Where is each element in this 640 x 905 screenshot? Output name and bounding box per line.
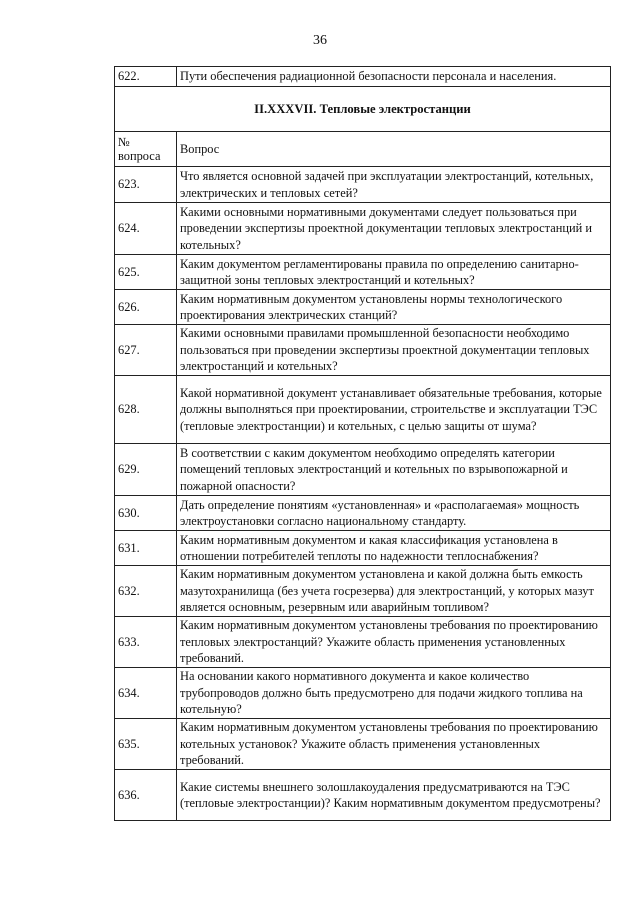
question-text: Какие системы внешнего золошлакоудаления предусматриваются на ТЭС (тепловые электростанции)? Каким нормативным документом предусмотрены? bbox=[177, 770, 611, 821]
question-text: Какими основными нормативными документами следует пользоваться при проведении экспертизы проектной документации тепловых электростанций и котельных? bbox=[177, 203, 611, 255]
table-row bbox=[115, 566, 611, 617]
question-text: Дать определение понятиям «установленная» и «располагаемая» мощность электроустановки согласно национальному стандарту. bbox=[177, 496, 611, 531]
questions-table bbox=[114, 66, 611, 821]
header-row bbox=[115, 132, 611, 167]
question-number: 629. bbox=[115, 444, 177, 496]
table-row bbox=[115, 719, 611, 770]
question-number: 628. bbox=[115, 376, 177, 444]
question-text: Какой нормативной документ устанавливает обязательные требования, которые должны выполняться при проектировании, строительстве и эксплуатации ТЭС (тепловые электростанции) и котельных, с целью защиты от шума? bbox=[177, 376, 611, 444]
table-row bbox=[115, 531, 611, 566]
column-header-number bbox=[115, 132, 177, 167]
question-text: Каким нормативным документом установлены требования по проектированию тепловых электростанций? Укажите область применения установленных требований. bbox=[177, 617, 611, 668]
question-number: 623. bbox=[115, 167, 177, 203]
question-number: 625. bbox=[115, 255, 177, 290]
question-text: Каким нормативным документом установлены нормы технологического проектирования электрических станций? bbox=[177, 290, 611, 325]
question-number: 624. bbox=[115, 203, 177, 255]
page-number: 36 bbox=[313, 33, 327, 48]
table-row bbox=[115, 770, 611, 821]
table-row bbox=[115, 290, 611, 325]
table-row bbox=[115, 167, 611, 203]
section-title: II.XXXVII. Тепловые электростанции bbox=[115, 87, 611, 132]
question-text: В соответствии с каким документом необходимо определять категории помещений тепловых электростанций и котельных по взрывопожарной и пожарной опасности? bbox=[177, 444, 611, 496]
question-text: На основании какого нормативного документа и какое количество трубопроводов должно быть предусмотрено для подачи жидкого топлива на котельную? bbox=[177, 668, 611, 719]
question-text: Каким нормативным документом установлены требования по проектированию котельных установок? Укажите область применения установленных требований. bbox=[177, 719, 611, 770]
question-text: Каким документом регламентированы правила по определению санитарно-защитной зоны тепловых электростанций и котельных? bbox=[177, 255, 611, 290]
table-row bbox=[115, 203, 611, 255]
table-row bbox=[115, 376, 611, 444]
table-row bbox=[115, 325, 611, 376]
question-text: Каким нормативным документом и какая классификация установлена в отношении потребителей теплоты по надежности теплоснабжения? bbox=[177, 531, 611, 566]
question-number: 626. bbox=[115, 290, 177, 325]
table-row bbox=[115, 617, 611, 668]
table-row bbox=[115, 496, 611, 531]
column-header-number-line2: вопроса bbox=[118, 149, 161, 163]
table-row bbox=[115, 67, 611, 87]
question-number: 633. bbox=[115, 617, 177, 668]
column-header-number-line1: № bbox=[118, 135, 130, 149]
table-row bbox=[115, 255, 611, 290]
table-row bbox=[115, 668, 611, 719]
question-number: 630. bbox=[115, 496, 177, 531]
question-number: 632. bbox=[115, 566, 177, 617]
question-text: Какими основными правилами промышленной безопасности необходимо пользоваться при проведении экспертизы проектной документации тепловых электростанций и котельных? bbox=[177, 325, 611, 376]
question-number: 636. bbox=[115, 770, 177, 821]
question-number: 627. bbox=[115, 325, 177, 376]
question-number: 634. bbox=[115, 668, 177, 719]
question-text: Что является основной задачей при эксплуатации электростанций, котельных, электрических и тепловых сетей? bbox=[177, 167, 611, 203]
question-number: 635. bbox=[115, 719, 177, 770]
question-text: Пути обеспечения радиационной безопасности персонала и населения. bbox=[177, 67, 611, 87]
question-number: 622. bbox=[115, 67, 177, 87]
column-header-question: Вопрос bbox=[177, 132, 611, 167]
question-text: Каким нормативным документом установлена и какой должна быть емкость мазутохранилища (без учета госрезерва) для электростанций, у которых мазут является основным, резервным или аварийным топливом? bbox=[177, 566, 611, 617]
section-row bbox=[115, 87, 611, 132]
table-row bbox=[115, 444, 611, 496]
question-number: 631. bbox=[115, 531, 177, 566]
